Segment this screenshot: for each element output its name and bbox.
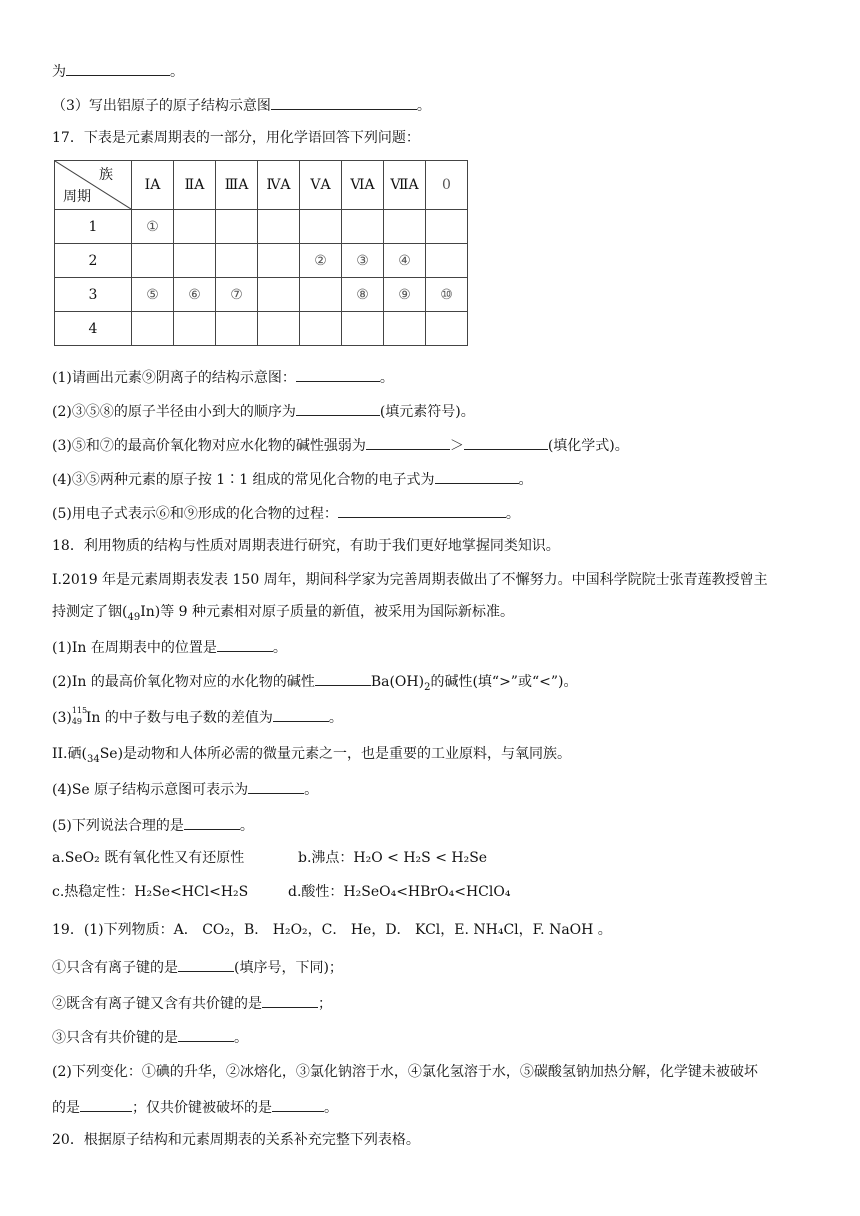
table-row bbox=[55, 278, 468, 312]
element-cell bbox=[426, 312, 468, 346]
header-cell: ⅢA bbox=[216, 161, 258, 210]
text: 。 bbox=[272, 640, 287, 656]
q18-title: 18．利用物质的结构与性质对周期表进行研究，有助于我们更好地掌握同类知识。 bbox=[52, 538, 560, 554]
answer-blank[interactable] bbox=[366, 434, 450, 450]
q18-3 bbox=[52, 706, 343, 728]
q17-3 bbox=[52, 434, 629, 456]
answer-blank[interactable] bbox=[178, 1026, 234, 1042]
option-a: a.SeO₂ 既有氧化性又有还原性 bbox=[52, 850, 245, 866]
answer-blank[interactable] bbox=[338, 502, 506, 518]
header-cell: ⅣA bbox=[258, 161, 300, 210]
corner-label-period: 周期 bbox=[63, 189, 91, 205]
text: ＞ bbox=[449, 438, 464, 454]
answer-blank[interactable] bbox=[178, 956, 234, 972]
question-text: (5)用电子式表示⑥和⑨形成的化合物的过程： bbox=[52, 506, 338, 522]
answer-blank[interactable] bbox=[217, 636, 273, 652]
element-cell bbox=[384, 210, 426, 244]
question-text: 的是 bbox=[52, 1100, 80, 1116]
question-text: ③只含有共价键的是 bbox=[52, 1030, 178, 1046]
text: In)等 9 种元素相对原子质量的新值，被采用为国际新标准。 bbox=[140, 604, 515, 620]
table-row bbox=[55, 312, 468, 346]
header-cell: ⅥA bbox=[342, 161, 384, 210]
text: (填化学式)。 bbox=[547, 438, 629, 454]
q18-4 bbox=[52, 778, 318, 800]
question-text: ①只含有离子键的是 bbox=[52, 960, 178, 976]
mass-number: 115 bbox=[71, 706, 88, 715]
q19-3 bbox=[52, 1026, 248, 1048]
element-cell: ① bbox=[132, 210, 174, 244]
element-cell bbox=[426, 210, 468, 244]
element-cell bbox=[216, 244, 258, 278]
element-cell bbox=[300, 278, 342, 312]
text: 。 bbox=[239, 818, 254, 834]
text: ； bbox=[318, 996, 332, 1012]
question-text: (2)③⑤⑧的原子半径由小到大的顺序为 bbox=[52, 404, 296, 420]
element-cell bbox=[258, 244, 300, 278]
answer-blank[interactable] bbox=[435, 468, 519, 484]
question-text: (2)In 的最高价氧化物对应的水化物的碱性 bbox=[52, 674, 315, 690]
corner-label-group: 族 bbox=[99, 167, 113, 183]
text: II.硒( bbox=[52, 746, 87, 762]
question-text: ；仅共价键被破坏的是 bbox=[132, 1100, 272, 1116]
element-cell bbox=[132, 244, 174, 278]
q18-part-I-cont bbox=[52, 602, 514, 628]
question-text: （3）写出铝原子的原子结构示意图 bbox=[52, 98, 271, 114]
element-cell bbox=[174, 210, 216, 244]
element-cell bbox=[258, 210, 300, 244]
question-text: (4)③⑤两种元素的原子按 1∶1 组成的常见化合物的电子式为 bbox=[52, 472, 435, 488]
header-cell: ⅡA bbox=[174, 161, 216, 210]
question-text: (1)请画出元素⑨阴离子的结构示意图： bbox=[52, 370, 296, 386]
q19-title: 19．(1)下列物质：A． CO₂，B． H₂O₂，C． He，D． KCl，E. NH₄Cl，F. NaOH 。 bbox=[52, 922, 612, 938]
text: (3) bbox=[52, 710, 72, 726]
element-cell: ④ bbox=[384, 244, 426, 278]
text: 持测定了铟( bbox=[52, 604, 128, 620]
period-cell: 2 bbox=[55, 244, 132, 278]
q19-1 bbox=[52, 956, 343, 978]
element-cell bbox=[174, 244, 216, 278]
answer-blank[interactable] bbox=[464, 434, 548, 450]
option-c: c.热稳定性：H₂Se<HCl<H₂S bbox=[52, 884, 249, 900]
q18-1 bbox=[52, 636, 287, 658]
text: 。 bbox=[324, 1100, 338, 1116]
table-corner-cell bbox=[55, 161, 132, 210]
period-cell: 4 bbox=[55, 312, 132, 346]
atomic-number: 49 bbox=[127, 611, 141, 623]
period-cell: 1 bbox=[55, 210, 132, 244]
text: Se)是动物和人体所必需的微量元素之一，也是重要的工业原料，与氧同族。 bbox=[99, 746, 572, 762]
element-cell bbox=[258, 278, 300, 312]
element-cell bbox=[300, 210, 342, 244]
text: 。 bbox=[170, 64, 184, 80]
q18-5 bbox=[52, 814, 254, 836]
q16-3 bbox=[52, 94, 431, 116]
atomic-number: 49 bbox=[71, 717, 83, 726]
element-cell: ⑦ bbox=[216, 278, 258, 312]
question-text: (3)⑤和⑦的最高价氧化物对应水化物的碱性强弱为 bbox=[52, 438, 366, 454]
text: (填序号，下同)； bbox=[234, 960, 343, 976]
q19-2 bbox=[52, 992, 332, 1014]
q17-5 bbox=[52, 502, 520, 524]
element-cell bbox=[174, 312, 216, 346]
element-cell: ③ bbox=[342, 244, 384, 278]
period-cell: 3 bbox=[55, 278, 132, 312]
subscript: 2 bbox=[424, 681, 431, 693]
isotope-notation bbox=[72, 708, 86, 728]
header-cell: ⅤA bbox=[300, 161, 342, 210]
element-cell: ⑥ bbox=[174, 278, 216, 312]
line-answer-blank bbox=[52, 60, 184, 82]
element-cell bbox=[132, 312, 174, 346]
answer-blank[interactable] bbox=[184, 814, 240, 830]
q18-part-II bbox=[52, 744, 571, 770]
header-cell: 0 bbox=[426, 161, 468, 210]
element-cell: ⑨ bbox=[384, 278, 426, 312]
element-cell: ⑩ bbox=[426, 278, 468, 312]
element-cell bbox=[258, 312, 300, 346]
answer-blank[interactable] bbox=[273, 706, 329, 722]
question-text: In 的中子数与电子数的差值为 bbox=[85, 710, 273, 726]
header-cell: ⅠA bbox=[132, 161, 174, 210]
q18-part-I: I.2019 年是元素周期表发表 150 周年，期间科学家为完善周期表做出了不懈努力。中国科学院院士张青莲教授曾主 bbox=[52, 572, 768, 588]
text: 。 bbox=[379, 370, 394, 386]
q19-4: (2)下列变化：①碘的升华，②冰熔化，③氯化钠溶于水，④氯化氢溶于水，⑤碳酸氢钠加热分解，化学键未被破坏 bbox=[52, 1064, 758, 1080]
element-cell: ② bbox=[300, 244, 342, 278]
answer-blank[interactable] bbox=[272, 1096, 324, 1112]
text: 。 bbox=[328, 710, 343, 726]
q17-1 bbox=[52, 366, 394, 388]
answer-blank[interactable] bbox=[80, 1096, 132, 1112]
question-text: (5)下列说法合理的是 bbox=[52, 818, 184, 834]
element-cell bbox=[342, 210, 384, 244]
table-row bbox=[55, 210, 468, 244]
q17-title: 17．下表是元素周期表的一部分，用化学语回答下列问题： bbox=[52, 130, 420, 146]
q17-4 bbox=[52, 468, 533, 490]
formula: Ba(OH) bbox=[370, 674, 425, 690]
element-cell bbox=[384, 312, 426, 346]
text: 。 bbox=[518, 472, 533, 488]
text: 为 bbox=[52, 64, 66, 80]
answer-blank[interactable] bbox=[315, 670, 371, 686]
answer-blank[interactable] bbox=[66, 60, 170, 76]
question-text: ②既含有离子键又含有共价键的是 bbox=[52, 996, 262, 1012]
text: 。 bbox=[304, 782, 319, 798]
answer-blank[interactable] bbox=[248, 778, 304, 794]
text: 。 bbox=[416, 98, 431, 114]
text: 。 bbox=[234, 1030, 248, 1046]
answer-blank[interactable] bbox=[296, 366, 380, 382]
option-b: b.沸点：H₂O < H₂S < H₂Se bbox=[298, 850, 488, 866]
question-text: (1)In 在周期表中的位置是 bbox=[52, 640, 217, 656]
q17-2 bbox=[52, 400, 475, 422]
q20-title: 20．根据原子结构和元素周期表的关系补充完整下列表格。 bbox=[52, 1132, 420, 1148]
answer-blank[interactable] bbox=[271, 94, 417, 110]
answer-blank[interactable] bbox=[262, 992, 318, 1008]
element-cell bbox=[342, 312, 384, 346]
element-cell bbox=[426, 244, 468, 278]
element-cell bbox=[300, 312, 342, 346]
q19-5 bbox=[52, 1096, 338, 1118]
question-text: (4)Se 原子结构示意图可表示为 bbox=[52, 782, 249, 798]
element-cell bbox=[216, 312, 258, 346]
table-row bbox=[55, 244, 468, 278]
element-cell bbox=[216, 210, 258, 244]
atomic-number: 34 bbox=[86, 753, 100, 765]
q18-2 bbox=[52, 670, 577, 698]
element-cell: ⑤ bbox=[132, 278, 174, 312]
header-cell: ⅦA bbox=[384, 161, 426, 210]
text: 。 bbox=[505, 506, 520, 522]
periodic-table bbox=[54, 160, 468, 346]
text: (填元素符号)。 bbox=[379, 404, 475, 420]
option-d: d.酸性：H₂SeO₄<HBrO₄<HClO₄ bbox=[288, 884, 511, 900]
answer-blank[interactable] bbox=[296, 400, 380, 416]
text: 的碱性(填“>”或“<”)。 bbox=[430, 674, 578, 690]
element-cell: ⑧ bbox=[342, 278, 384, 312]
